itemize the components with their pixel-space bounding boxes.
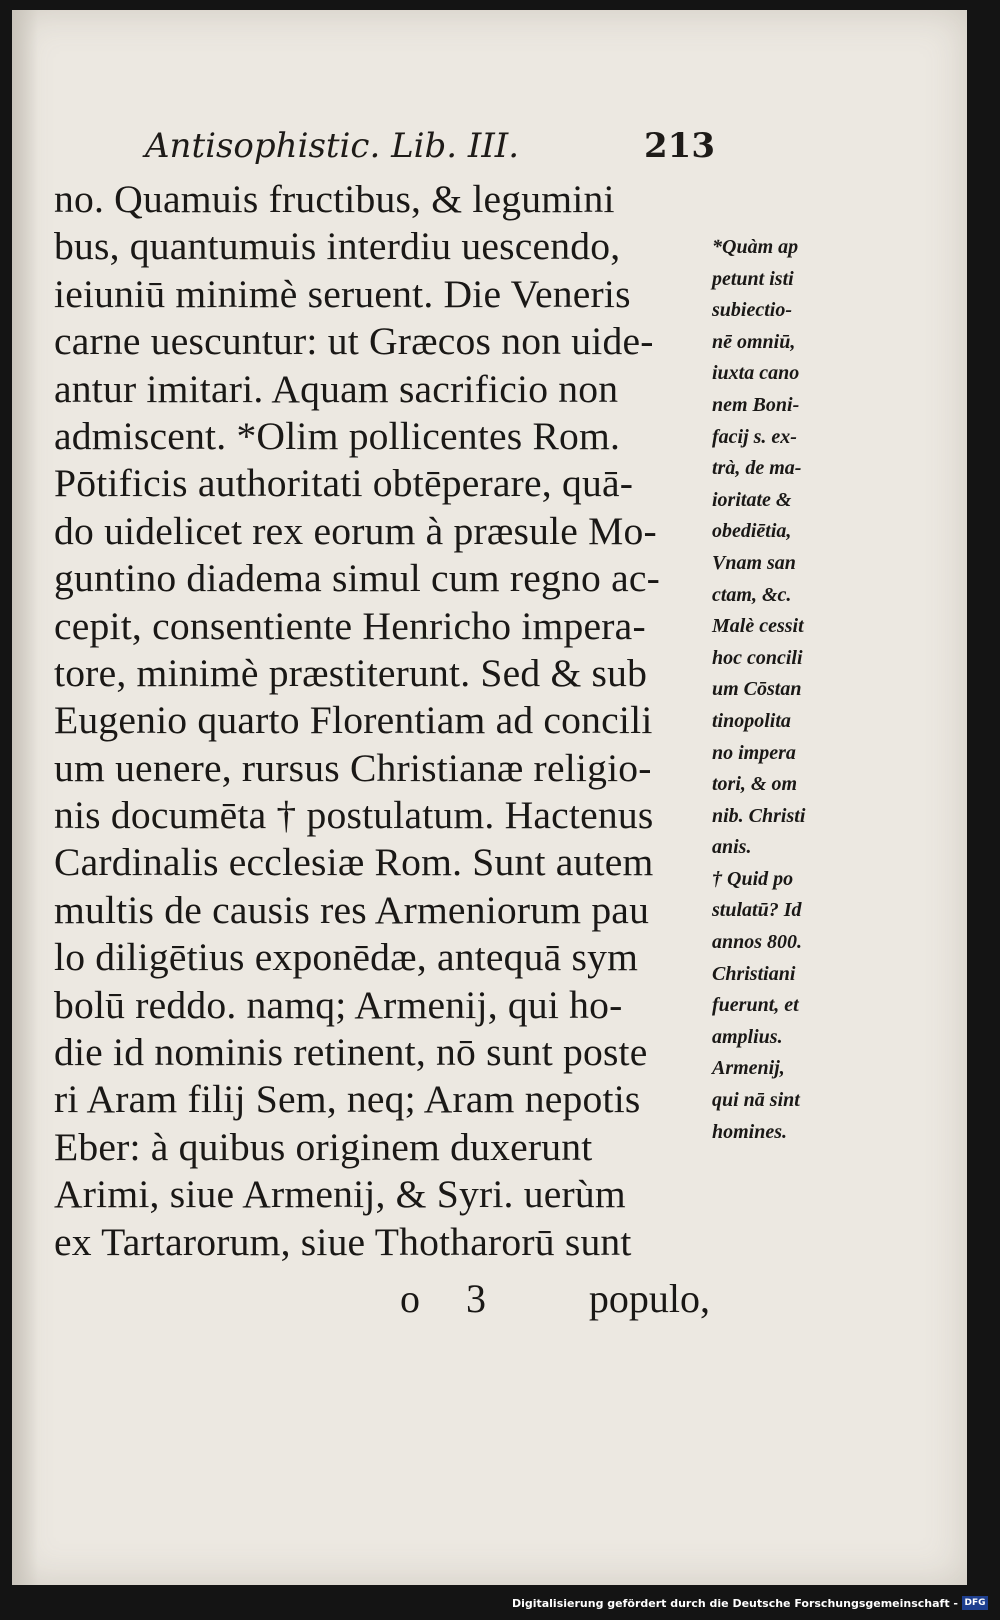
text-line: admiscent. *Olim pollicentes Rom. bbox=[54, 413, 621, 458]
margin-note-line: petunt isti bbox=[712, 267, 794, 290]
text-line: Pōtificis authoritati obtēperare, quā- bbox=[54, 461, 634, 506]
margin-note-line: † Quid po bbox=[712, 867, 794, 890]
margin-note-line: nem Boni- bbox=[712, 393, 800, 416]
marginal-notes bbox=[712, 232, 842, 1148]
text-line: carne uescuntur: ut Græcos non uide- bbox=[54, 319, 654, 364]
page-number: 213 bbox=[644, 126, 715, 166]
text-line: bus, quantumuis interdiu uescendo, bbox=[54, 224, 621, 269]
text-line: die id nominis retinent, nō sunt poste bbox=[54, 1030, 648, 1075]
text-line: do uidelicet rex eorum à præsule Mo- bbox=[54, 508, 657, 553]
margin-note-line: nē omniū, bbox=[712, 330, 796, 353]
margin-note-line: hoc concili bbox=[712, 646, 803, 669]
text-line: ex Tartarorum, siue Thotharorū sunt bbox=[54, 1219, 632, 1264]
margin-note-line: subiectio- bbox=[712, 299, 792, 322]
margin-note-line: anis. bbox=[712, 836, 752, 859]
text-line: nis documēta † postulatum. Hactenus bbox=[54, 793, 654, 838]
text-line: Eugenio quarto Florentiam ad concili bbox=[54, 698, 653, 743]
catchword: populo, bbox=[588, 1276, 710, 1321]
text-line: Eber: à quibus originem duxerunt bbox=[54, 1124, 593, 1169]
margin-note-line: um Cōstan bbox=[712, 678, 802, 701]
text-line: Arimi, siue Armenij, & Syri. uerùm bbox=[54, 1172, 626, 1217]
margin-note-line: iuxta cano bbox=[712, 362, 800, 385]
margin-note-line: Malè cessit bbox=[712, 615, 804, 638]
margin-note-line: Vnam san bbox=[712, 551, 796, 574]
margin-note-line: tori, & om bbox=[712, 773, 798, 796]
text-line: ri Aram filij Sem, neq; Aram nepotis bbox=[54, 1077, 641, 1122]
dfg-logo-icon: DFG bbox=[962, 1596, 988, 1610]
margin-note-line: annos 800. bbox=[712, 931, 803, 954]
margin-note-line: Armenij, bbox=[712, 1057, 785, 1080]
text-line: Cardinalis ecclesiæ Rom. Sunt autem bbox=[54, 840, 654, 885]
margin-note-line: Christiani bbox=[712, 962, 796, 985]
margin-note-line: no impera bbox=[712, 741, 796, 764]
signature-mark: o 3 bbox=[400, 1276, 504, 1321]
margin-note-line: ioritate & bbox=[712, 488, 792, 511]
page-footer-line bbox=[400, 1275, 710, 1325]
margin-note-line: fuerunt, et bbox=[712, 994, 799, 1017]
running-head bbox=[145, 126, 715, 176]
text-line: no. Quamuis fructibus, & legumini bbox=[54, 177, 615, 221]
text-line: multis de causis res Armeniorum pau bbox=[54, 887, 650, 932]
margin-note-line: homines. bbox=[712, 1120, 788, 1143]
text-line: tore, minimè præstiterunt. Sed & sub bbox=[54, 650, 648, 695]
main-text-block bbox=[54, 176, 704, 1266]
running-head-title: Antisophistic. Lib. III. bbox=[145, 126, 520, 166]
text-line: antur imitari. Aquam sacrificio non bbox=[54, 366, 619, 411]
text-line: lo diligētius exponēdæ, antequā sym bbox=[54, 935, 639, 980]
margin-note-line: *Quàm ap bbox=[712, 236, 799, 258]
margin-note-line: facij s. ex- bbox=[712, 425, 797, 448]
text-line: bolū reddo. namq; Armenij, qui ho- bbox=[54, 982, 623, 1027]
margin-note-line: obediētia, bbox=[712, 520, 792, 543]
digitization-credit bbox=[508, 1589, 992, 1617]
credit-text: Digitalisierung gefördert durch die Deutsche Forschungsgemeinschaft - bbox=[511, 1596, 958, 1610]
margin-note-line: ctam, &c. bbox=[712, 583, 792, 606]
page-gutter-shadow bbox=[12, 10, 38, 1585]
text-line: guntino diadema simul cum regno ac- bbox=[54, 556, 661, 601]
margin-note-line: nib. Christi bbox=[712, 804, 806, 827]
margin-note-line: tinopolita bbox=[712, 709, 791, 732]
margin-note-line: stulatū? Id bbox=[712, 899, 802, 922]
text-line: cepit, consentiente Henricho impera- bbox=[54, 603, 646, 648]
margin-note-line: trà, de ma- bbox=[712, 457, 802, 480]
text-line: ieiuniū minimè seruent. Die Veneris bbox=[54, 271, 631, 316]
text-line: um uenere, rursus Christianæ religio- bbox=[54, 745, 652, 790]
margin-note-line: qui nā sint bbox=[712, 1089, 800, 1112]
margin-note-line: amplius. bbox=[712, 1025, 783, 1048]
